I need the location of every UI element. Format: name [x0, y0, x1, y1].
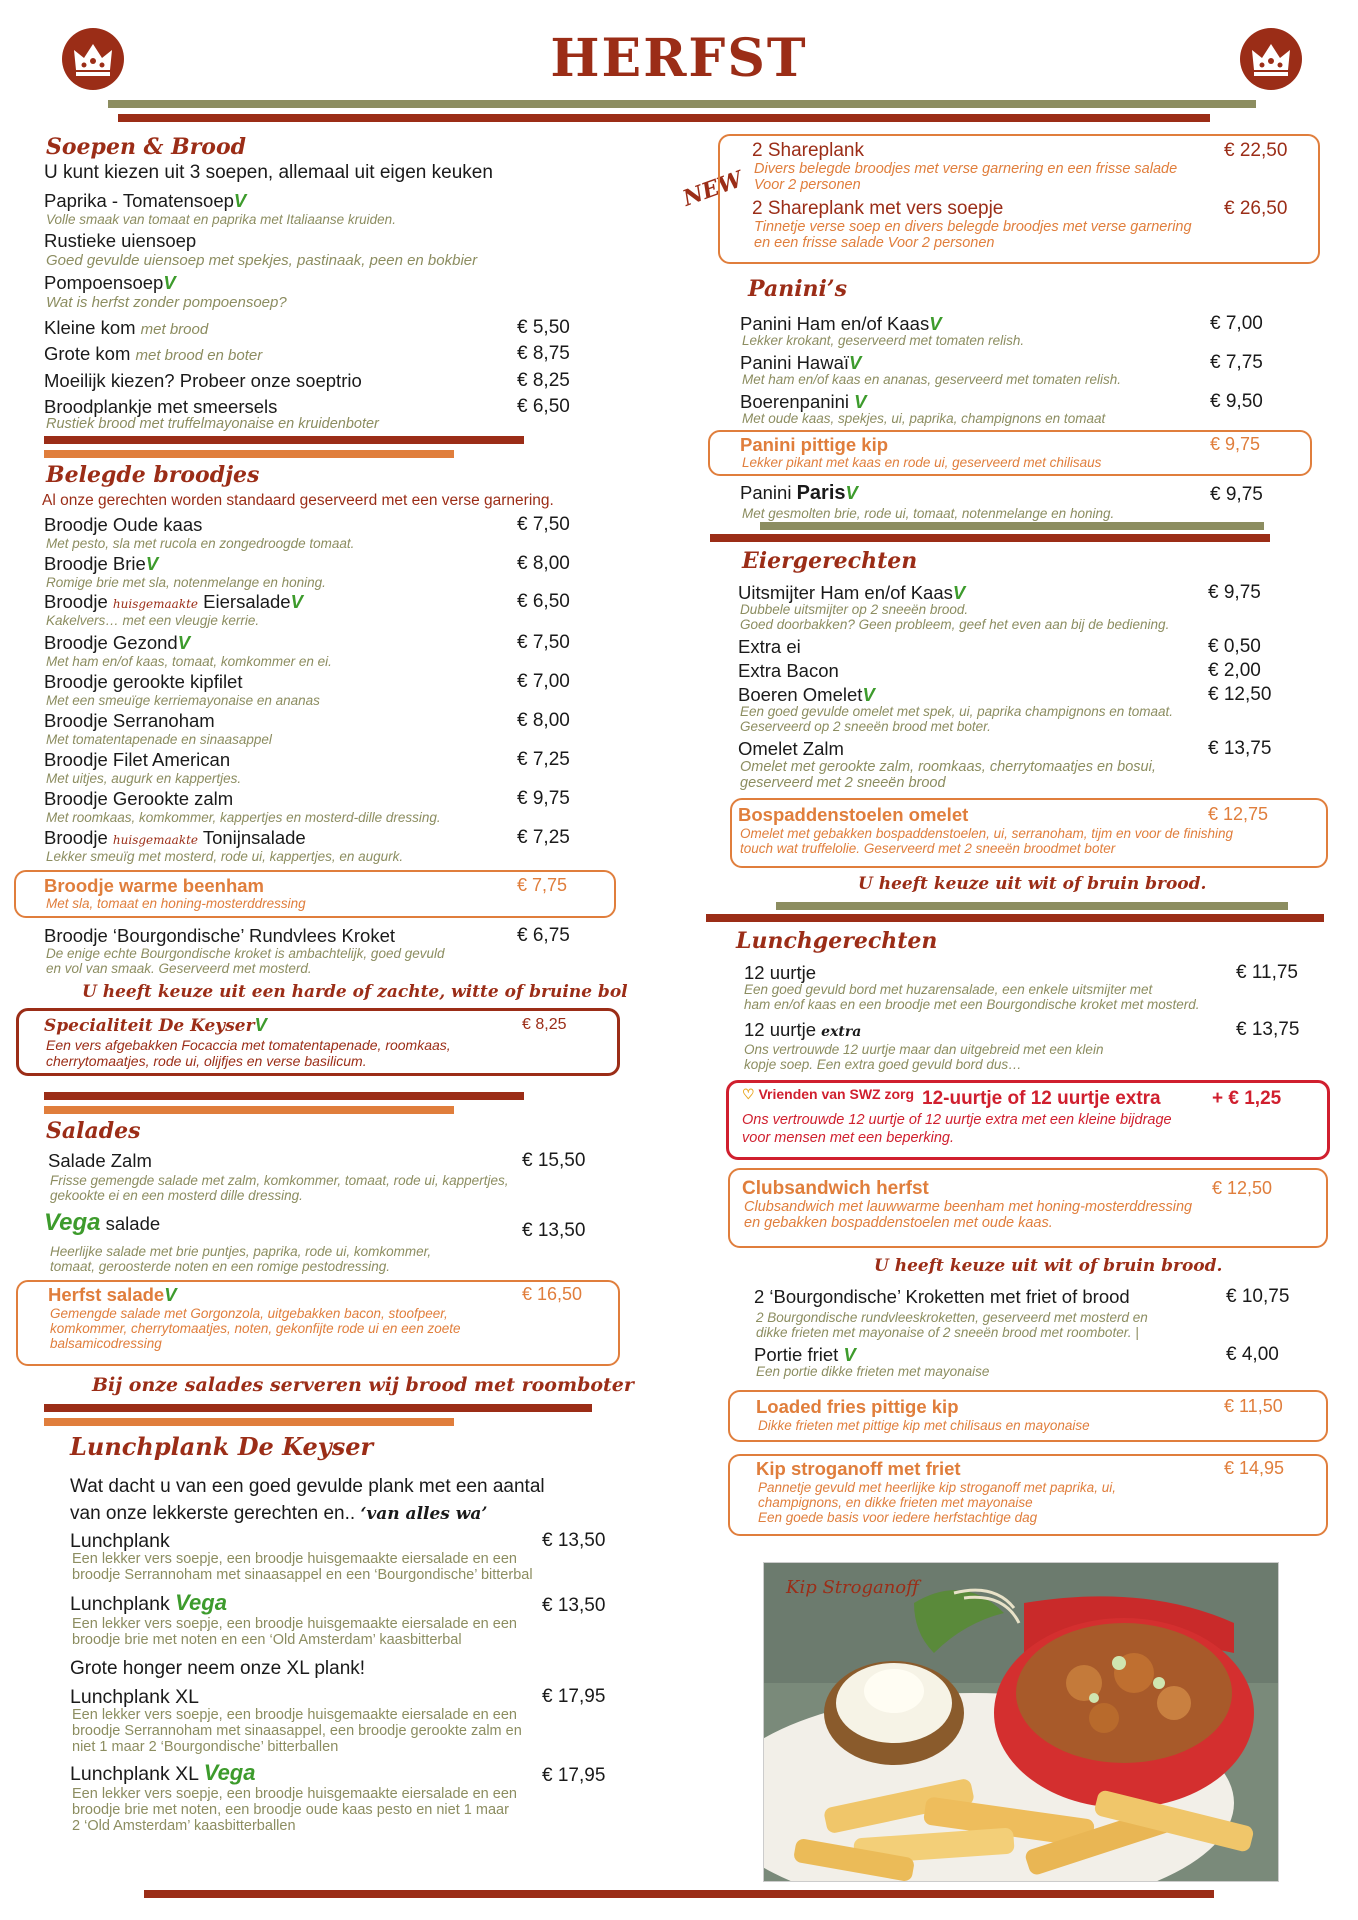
price: € 8,25 — [517, 370, 570, 391]
vega-mark: Vega — [44, 1209, 101, 1236]
divider — [108, 100, 1256, 108]
price: € 0,50 — [1208, 636, 1261, 657]
lunchplank-desc: Een lekker vers soepje, een broodje huisgemaakte eiersalade en een — [72, 1616, 517, 1632]
broodje-name: Broodje huisgemaakte EiersaladeV — [44, 591, 303, 612]
panini-desc: Met ham en/of kaas en ananas, geserveerd met tomaten relish. — [742, 372, 1121, 387]
shareplank-name: 2 Shareplank — [752, 140, 864, 161]
section-title-panini: Panini’s — [748, 276, 847, 302]
salade-desc: Heerlijke salade met brie puntjes, paprika, rode ui, komkommer, — [50, 1244, 432, 1259]
price: € 22,50 — [1224, 140, 1288, 161]
price: € 13,75 — [1208, 738, 1272, 759]
divider — [44, 1106, 454, 1114]
lunchplank-name: Lunchplank Vega — [70, 1590, 227, 1615]
soup-desc: Wat is herfst zonder pompoensoep? — [46, 294, 287, 311]
soup-option: Moeilijk kiezen? Probeer onze soeptrio — [44, 370, 362, 391]
specialiteit-name: Specialiteit De KeyserV — [44, 1014, 267, 1036]
divider — [760, 522, 1264, 530]
price: € 12,50 — [1208, 684, 1272, 705]
broodjes-note: U heeft keuze uit een harde of zachte, witte of bruine bol — [82, 982, 628, 1002]
lunch-name: Portie friet V — [754, 1344, 856, 1365]
price: € 8,00 — [517, 710, 570, 731]
price: € 15,50 — [522, 1150, 586, 1171]
broodje-special-desc: Met sla, tomaat en honing-mosterddressing — [46, 896, 306, 911]
eier-desc: Dubbele uitsmijter op 2 sneeën brood. — [740, 602, 969, 617]
price: € 16,50 — [522, 1284, 583, 1304]
price: € 6,50 — [517, 396, 570, 417]
loaded-desc: Dikke frieten met pittige kip met chilisaus en mayonaise — [758, 1418, 1090, 1433]
lunch-desc: Een portie dikke frieten met mayonaise — [756, 1364, 990, 1379]
price: € 8,00 — [517, 553, 570, 574]
divider — [706, 914, 1324, 922]
vegetarian-icon: V — [290, 591, 303, 612]
panini-desc: Lekker krokant, geserveerd met tomaten relish. — [742, 333, 1025, 348]
salade-desc: Frisse gemengde salade met zalm, komkommer, tomaat, rode ui, kappertjes, — [50, 1173, 509, 1188]
club-name: Clubsandwich herfst — [742, 1178, 929, 1199]
lunchplank-desc: Een lekker vers soepje, een broodje huisgemaakte eiersalade en een — [72, 1707, 517, 1723]
lunchplank-desc: 2 ‘Old Amsterdam’ kaasbitterballen — [72, 1818, 296, 1834]
kroket-desc: De enige echte Bourgondische kroket is ambachtelijk, goed gevuld — [46, 946, 445, 961]
price: € 9,75 — [1208, 582, 1261, 603]
price: € 13,50 — [542, 1595, 606, 1616]
vegetarian-icon: V — [849, 352, 862, 373]
broodje-name: Broodje gerookte kipfilet — [44, 671, 243, 692]
broodje-name: Broodje Serranoham — [44, 710, 215, 731]
divider — [44, 436, 524, 444]
lunchplank-desc: broodje brie met noten en een ‘Old Amsterdam’ kaasbitterbal — [72, 1632, 462, 1648]
vegetarian-icon: V — [233, 190, 247, 211]
salade-desc: tomaat, geroosterde noten en een romige pestodressing. — [50, 1259, 390, 1274]
broodje-name: Broodje GezondV — [44, 632, 191, 653]
broodje-desc: Lekker smeuïg met mosterd, rode ui, kappertjes, en augurk. — [46, 849, 404, 864]
panini-desc: Met oude kaas, spekjes, ui, paprika, champignons en tomaat — [742, 411, 1106, 426]
price: € 10,75 — [1226, 1286, 1290, 1307]
shareplank-desc: Divers belegde broodjes met verse garnering en een frisse salade — [754, 161, 1178, 177]
salade-desc: Gemengde salade met Gorgonzola, uitgebakken bacon, stoofpeer, — [50, 1306, 448, 1321]
broodje-special-name: Broodje warme beenham — [44, 875, 265, 896]
lunchplank-desc: broodje Serrannoham met sinaasappel en een ‘Bourgondische’ bitterbal — [72, 1567, 533, 1583]
soup-option: Broodplankje met smeersels — [44, 396, 278, 417]
lunch-desc: Ons vertrouwde 12 uurtje maar dan uitgebreid met een klein — [744, 1042, 1104, 1057]
divider — [44, 1092, 524, 1100]
eier-name: Extra Bacon — [738, 660, 839, 681]
price: € 7,25 — [517, 749, 570, 770]
divider — [44, 1418, 454, 1426]
divider — [118, 114, 1210, 122]
section-title-eier: Eiergerechten — [742, 548, 918, 574]
lunch-desc: 2 Bourgondische rundvleeskroketten, geserveerd met mosterd en — [756, 1310, 1148, 1325]
lunchplank-desc: broodje Serrannoham met sinaasappel, een broodje gerookte zalm en — [72, 1723, 522, 1739]
broodje-desc: Kakelvers… met een vleugje kerrie. — [46, 613, 260, 628]
kip-name: Kip stroganoff met friet — [756, 1458, 961, 1479]
vegetarian-icon: V — [929, 313, 942, 334]
food-illustration — [764, 1563, 1279, 1882]
soup-name: Rustieke uiensoep — [44, 230, 197, 251]
eier-note: U heeft keuze uit wit of bruin brood. — [858, 874, 1207, 894]
vegetarian-icon: V — [177, 632, 191, 653]
vegetarian-icon: V — [145, 553, 159, 574]
eier-desc: Goed doorbakken? Geen probleem, geef het even aan bij de bediening. — [740, 617, 1170, 632]
kroket-desc: en vol van smaak. Geserveerd met mosterd. — [46, 961, 312, 976]
vegetarian-icon: V — [862, 684, 875, 705]
price: € 13,50 — [542, 1530, 606, 1551]
salade-desc: komkommer, cherrytomaatjes, noten, gekonfijte rode ui en een zoete — [50, 1321, 461, 1336]
club-desc: Clubsandwich met lauwwarme beenham met honing-mosterddressing — [744, 1199, 1193, 1215]
lunchplank-name: Lunchplank XL Vega — [70, 1760, 256, 1785]
broodje-desc: Met pesto, sla met rucola en zongedroogde tomaat. — [46, 536, 355, 551]
price: € 4,00 — [1226, 1344, 1279, 1365]
price: € 13,75 — [1236, 1019, 1300, 1040]
soepen-intro: U kunt kiezen uit 3 soepen, allemaal uit eigen keuken — [44, 162, 493, 183]
photo-caption: Kip Stroganoff — [786, 1577, 919, 1598]
price: € 2,00 — [1208, 660, 1261, 681]
shareplank-desc: Voor 2 personen — [754, 177, 861, 193]
price: € 6,50 — [517, 591, 570, 612]
vegetarian-icon: V — [854, 391, 867, 412]
salade-name: Vega salade — [44, 1209, 161, 1236]
vrienden-desc: voor mensen met een beperking. — [742, 1130, 954, 1146]
new-badge: NEW — [679, 166, 747, 212]
xl-heading: Grote honger neem onze XL plank! — [70, 1658, 366, 1679]
soup-name: Paprika - TomatensoepV — [44, 190, 247, 211]
eier-name: Omelet Zalm — [738, 738, 844, 759]
eier-desc: Geserveerd op 2 sneeën brood met boter. — [740, 719, 991, 734]
bospadd-name: Bospaddenstoelen omelet — [738, 804, 969, 825]
price: € 26,50 — [1224, 198, 1288, 219]
vegetarian-icon: V — [843, 1344, 856, 1365]
section-title-salades: Salades — [46, 1118, 141, 1144]
vegetarian-icon: V — [254, 1014, 267, 1035]
panini-desc: Met gesmolten brie, rode ui, tomaat, notenmelange en honing. — [742, 506, 1115, 521]
price: € 9,75 — [1210, 434, 1261, 454]
broodplank-desc: Rustiek brood met truffelmayonaise en kruidenboter — [46, 416, 379, 432]
price: € 5,50 — [517, 317, 570, 338]
shareplank-desc: en een frisse salade Voor 2 personen — [754, 235, 995, 251]
kroket-name: Broodje ‘Bourgondische’ Rundvlees Kroket — [44, 925, 396, 946]
panini-name: Panini HawaïV — [740, 352, 862, 373]
price: € 9,75 — [1210, 484, 1263, 505]
kip-stroganoff-photo — [763, 1562, 1279, 1882]
price: € 7,00 — [1210, 313, 1263, 334]
price: € 11,50 — [1224, 1396, 1283, 1416]
soup-desc: Goed gevulde uiensoep met spekjes, pastinaak, peen en bokbier — [46, 252, 478, 269]
heart-icon: ♡ — [742, 1086, 755, 1102]
price: € 8,75 — [517, 343, 570, 364]
specialiteit-desc: cherrytomaatjes, rode ui, olijfjes en verse basilicum. — [46, 1053, 367, 1069]
price: € 7,50 — [517, 514, 570, 535]
lunch-desc: Een goed gevuld bord met huzarensalade, een enkele uitsmijter met — [744, 982, 1153, 997]
divider — [144, 1890, 1214, 1898]
lunchplank-desc: niet 1 maar 2 ‘Bourgondische’ bitterballen — [72, 1739, 339, 1755]
section-title-soepen: Soepen & Brood — [46, 134, 247, 160]
eier-name: Boeren OmeletV — [738, 684, 875, 705]
price: + € 1,25 — [1212, 1088, 1282, 1109]
broodje-desc: Met roomkaas, komkommer, kappertjes en mosterd-dille dressing. — [46, 810, 441, 825]
kip-desc: champignons, en dikke frieten met mayonaise — [758, 1495, 1033, 1510]
lunch-desc: kopje soep. Een extra goed gevuld bord dus… — [744, 1057, 1022, 1072]
divider — [44, 450, 454, 458]
lunchplank-name: Lunchplank — [70, 1530, 170, 1552]
lunch-desc: dikke frieten met mayonaise of 2 sneeën brood met roomboter. | — [756, 1325, 1139, 1340]
lunch-note: U heeft keuze uit wit of bruin brood. — [874, 1256, 1223, 1276]
price: € 14,95 — [1224, 1458, 1285, 1478]
broodje-desc: Met tomatentapenade en sinaasappel — [46, 732, 272, 747]
broodje-name: Broodje Gerookte zalm — [44, 788, 234, 809]
eier-desc: geserveerd met 2 sneeën brood — [740, 775, 946, 791]
section-title-lunch: Lunchgerechten — [736, 928, 938, 954]
divider — [710, 534, 1270, 542]
soup-desc: Volle smaak van tomaat en paprika met Italiaanse kruiden. — [46, 212, 396, 227]
kip-desc: Een goede basis voor iedere herfstachtige dag — [758, 1510, 1038, 1525]
vegetarian-icon: V — [952, 582, 966, 603]
price: € 9,75 — [517, 788, 570, 809]
broodje-name: Broodje Filet American — [44, 749, 231, 770]
panini-special-desc: Lekker pikant met kaas en rode ui, geserveerd met chilisaus — [742, 455, 1102, 470]
lunch-name: 12 uurtje extra — [744, 1019, 862, 1040]
shareplank-name: 2 Shareplank met vers soepje — [752, 198, 1004, 219]
lunchplank-desc: broodje brie met noten, een broodje oude kaas pesto en niet 1 maar — [72, 1802, 509, 1818]
eier-desc: Omelet met gerookte zalm, roomkaas, cherrytomaatjes en bosui, — [740, 759, 1156, 775]
soup-option: Grote kom met brood en boter — [44, 343, 263, 364]
page-title: HERFST — [550, 28, 808, 89]
eier-name: Uitsmijter Ham en/of KaasV — [738, 582, 966, 603]
lunchplank-name: Lunchplank XL — [70, 1686, 200, 1708]
broodje-desc: Romige brie met sla, notenmelange en honing. — [46, 575, 326, 590]
price: € 8,25 — [522, 1016, 567, 1033]
lunch-name: 2 ‘Bourgondische’ Kroketten met friet of brood — [754, 1286, 1130, 1307]
vegetarian-icon: V — [164, 1284, 177, 1305]
vrienden-name: 12-uurtje of 12 uurtje extra — [922, 1088, 1161, 1109]
price: € 7,25 — [517, 827, 570, 848]
price: € 17,95 — [542, 1686, 606, 1707]
specialiteit-desc: Een vers afgebakken Focaccia met tomatentapenade, roomkaas, — [46, 1037, 451, 1053]
salade-desc: balsamicodressing — [50, 1336, 162, 1351]
price: € 13,50 — [522, 1220, 586, 1241]
salade-desc: gekookte ei en een mosterd dille dressing. — [50, 1188, 303, 1203]
vrienden-label: ♡ Vrienden van SWZ zorg — [742, 1086, 915, 1102]
lunch-name: 12 uurtje — [744, 962, 816, 983]
vrienden-desc: Ons vertrouwde 12 uurtje of 12 uurtje extra met een kleine bijdrage — [742, 1112, 1172, 1128]
broodje-name: Broodje huisgemaakte Tonijnsalade — [44, 827, 306, 848]
lunchplank-intro: van onze lekkerste gerechten en.. ‘van alles wa’ — [70, 1503, 488, 1524]
vegetarian-icon: V — [845, 482, 858, 503]
price: € 6,75 — [517, 925, 570, 946]
price: € 7,75 — [1210, 352, 1263, 373]
lunchplank-desc: Een lekker vers soepje, een broodje huisgemaakte eiersalade en een — [72, 1786, 517, 1802]
kip-desc: Pannetje gevuld met heerlijke kip stroganoff met paprika, ui, — [758, 1480, 1116, 1495]
panini-special-name: Panini pittige kip — [740, 434, 889, 455]
price: € 7,75 — [517, 875, 568, 895]
broodjes-intro: Al onze gerechten worden standaard geserveerd met een verse garnering. — [42, 492, 554, 509]
herfst-salade-name: Herfst saladeV — [48, 1284, 177, 1305]
divider — [44, 1404, 592, 1412]
salades-note: Bij onze salades serveren wij brood met roomboter — [92, 1374, 634, 1396]
lunch-desc: ham en/of kaas en een broodje met een Bourgondische kroket met mosterd. — [744, 997, 1200, 1012]
broodje-name: Broodje Oude kaas — [44, 514, 203, 535]
soup-name: PompoensoepV — [44, 272, 176, 293]
section-title-lunchplank: Lunchplank De Keyser — [70, 1432, 374, 1461]
eier-name: Extra ei — [738, 636, 801, 657]
price: € 9,50 — [1210, 391, 1263, 412]
lunchplank-intro: Wat dacht u van een goed gevulde plank met een aantal — [70, 1476, 545, 1497]
broodje-name: Broodje BrieV — [44, 553, 159, 574]
price: € 11,75 — [1236, 962, 1298, 983]
broodje-desc: Met ham en/of kaas, tomaat, komkommer en ei. — [46, 654, 332, 669]
price: € 7,50 — [517, 632, 570, 653]
panini-name: Boerenpanini V — [740, 391, 867, 412]
broodje-desc: Met uitjes, augurk en kappertjes. — [46, 771, 242, 786]
shareplank-desc: Tinnetje verse soep en divers belegde broodjes met verse garnering — [754, 219, 1192, 235]
price: € 12,75 — [1208, 804, 1269, 824]
eier-desc: Een goed gevulde omelet met spek, ui, paprika champignons en tomaat. — [740, 704, 1174, 719]
price: € 17,95 — [542, 1765, 606, 1786]
club-desc: en gebakken bospaddenstoelen met oude kaas. — [744, 1215, 1053, 1231]
bospadd-desc: Omelet met gebakken bospaddenstoelen, ui, serranoham, tijm en voor de finishing — [740, 826, 1234, 841]
loaded-name: Loaded fries pittige kip — [756, 1396, 959, 1417]
section-title-broodjes: Belegde broodjes — [46, 462, 260, 488]
panini-name: Panini ParisV — [740, 482, 858, 504]
soup-option: Kleine kom met brood — [44, 317, 209, 338]
bospadd-desc: touch wat truffelolie. Geserveerd met 2 sneeën broodmet boter — [740, 841, 1116, 856]
salade-name: Salade Zalm — [48, 1150, 152, 1171]
panini-name: Panini Ham en/of KaasV — [740, 313, 942, 334]
price: € 7,00 — [517, 671, 570, 692]
divider — [776, 902, 1288, 910]
price: € 12,50 — [1212, 1178, 1273, 1198]
lunchplank-desc: Een lekker vers soepje, een broodje huisgemaakte eiersalade en een — [72, 1551, 517, 1567]
broodje-desc: Met een smeuïge kerriemayonaise en ananas — [46, 693, 320, 708]
vegetarian-icon: V — [163, 272, 176, 293]
